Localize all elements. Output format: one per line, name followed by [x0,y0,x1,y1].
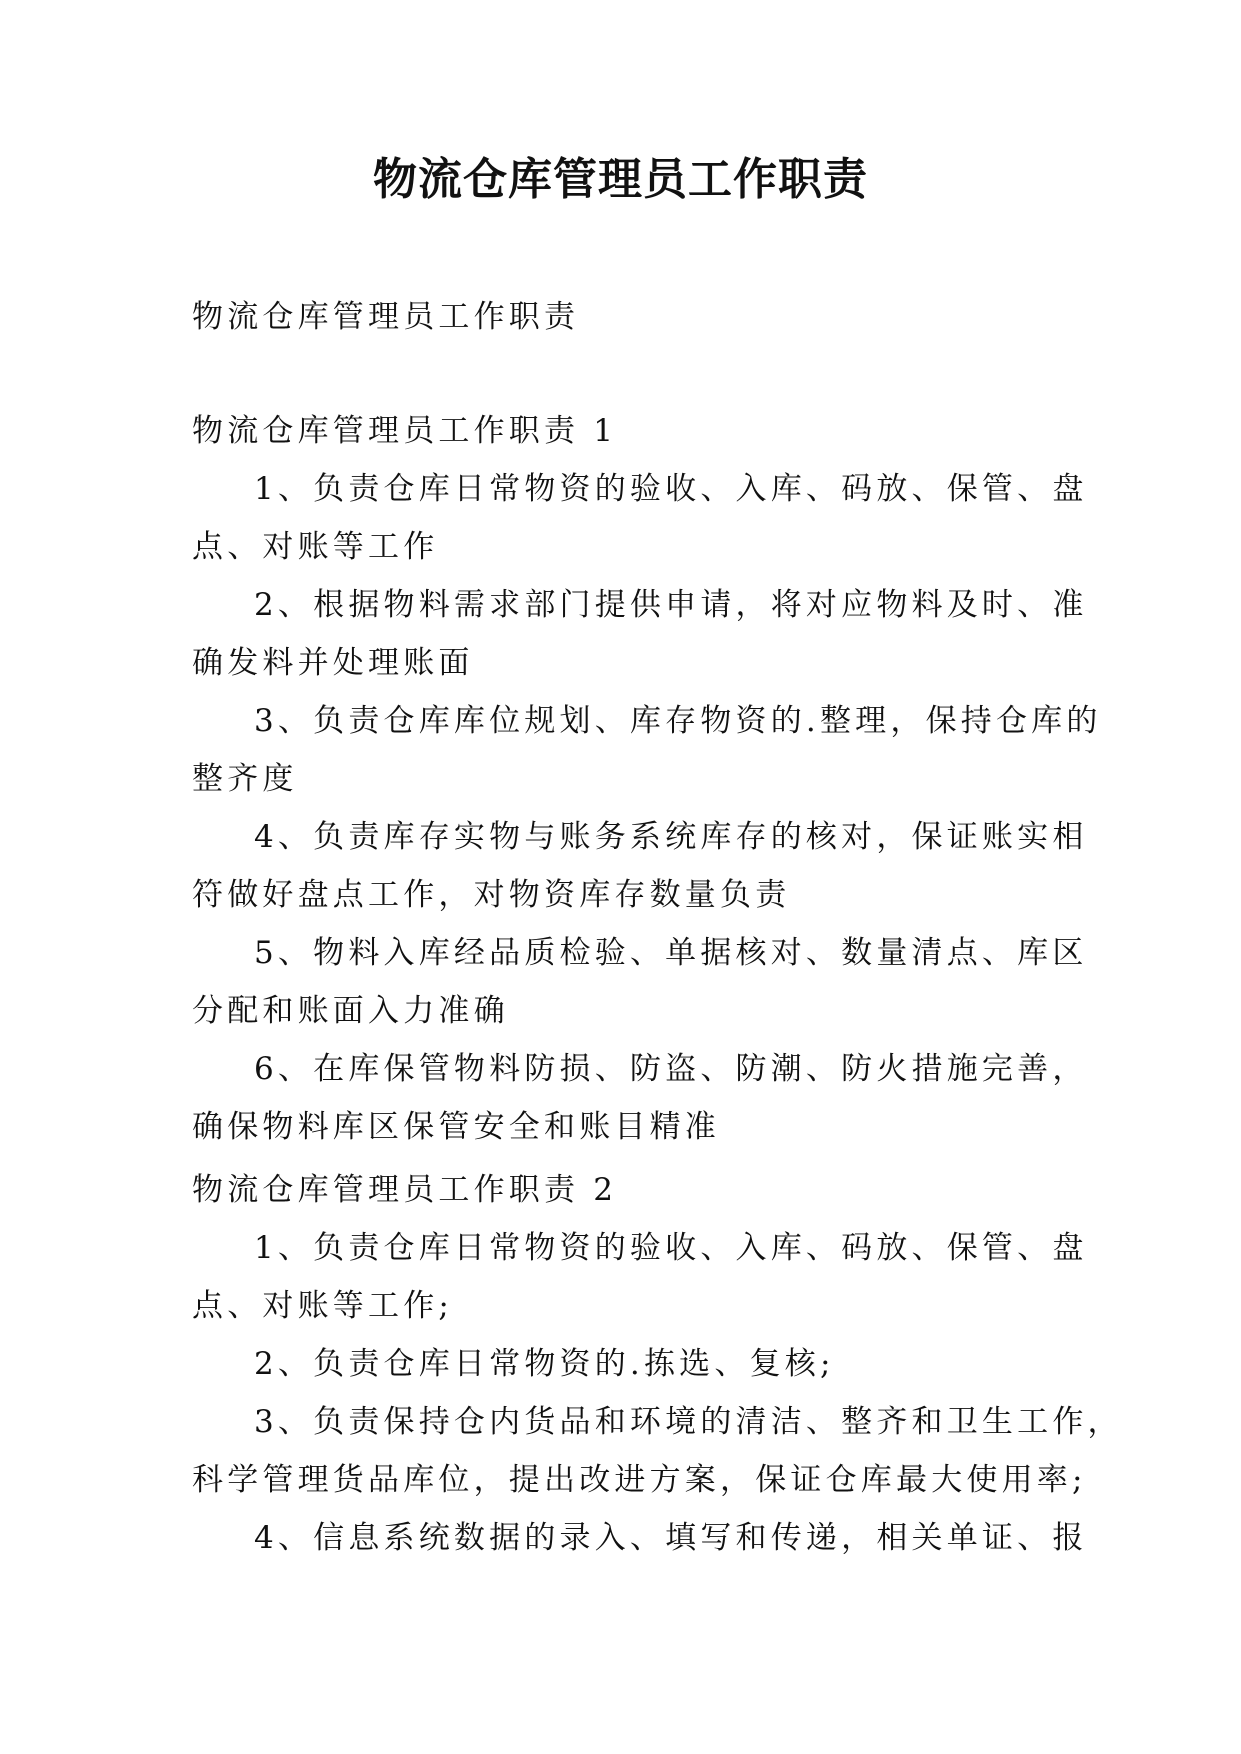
section-heading: 物流仓库管理员工作职责 2 [192,1172,618,1208]
duty-line: 3、负责保持仓内货品和环境的清洁、整齐和卫生工作， [254,1404,1123,1440]
duty-line: 科学管理货品库位，提出改进方案，保证仓库最大使用率; [192,1462,1087,1498]
duty-item [192,1335,1052,1393]
duty-line: 分配和账面入力准确 [192,993,509,1029]
duty-line: 1、负责仓库日常物资的验收、入库、码放、保管、盘 [254,471,1088,507]
duty-item [192,460,1088,576]
duty-item [192,924,1088,1040]
duty-line: 确发料并处理账面 [192,645,474,681]
intro-paragraph: 物流仓库管理员工作职责 [192,299,580,335]
duty-item [192,1509,1088,1567]
document-title: 物流仓库管理员工作职责 [373,154,868,205]
duty-item [192,808,1088,924]
duty-line: 6、在库保管物料防损、防盗、防潮、防火措施完善， [254,1051,1088,1087]
duty-line: 1、负责仓库日常物资的验收、入库、码放、保管、盘 [254,1230,1088,1266]
duty-item [192,1393,1123,1509]
duty-line: 符做好盘点工作，对物资库存数量负责 [192,877,791,913]
duty-item [192,692,1102,808]
duty-line: 3、负责仓库库位规划、库存物资的.整理，保持仓库的 [254,703,1102,739]
duty-line: 4、负责库存实物与账务系统库存的核对，保证账实相 [254,819,1088,855]
duty-line: 2、根据物料需求部门提供申请，将对应物料及时、准 [254,587,1088,623]
section-heading: 物流仓库管理员工作职责 1 [192,413,618,449]
duty-line: 5、物料入库经品质检验、单据核对、数量清点、库区 [254,935,1088,971]
duty-line: 4、信息系统数据的录入、填写和传递，相关单证、报 [254,1520,1088,1556]
section-2 [192,1161,1123,1567]
duty-item [192,576,1088,692]
duty-line: 点、对账等工作 [192,529,439,565]
duty-item [192,1040,1088,1156]
duty-line: 点、对账等工作; [192,1288,454,1324]
duty-item [192,1219,1088,1335]
section-1 [192,402,1102,1156]
duty-line: 确保物料库区保管安全和账目精准 [192,1109,720,1145]
duty-line: 整齐度 [192,761,298,797]
duty-line: 2、负责仓库日常物资的.拣选、复核; [254,1346,835,1382]
